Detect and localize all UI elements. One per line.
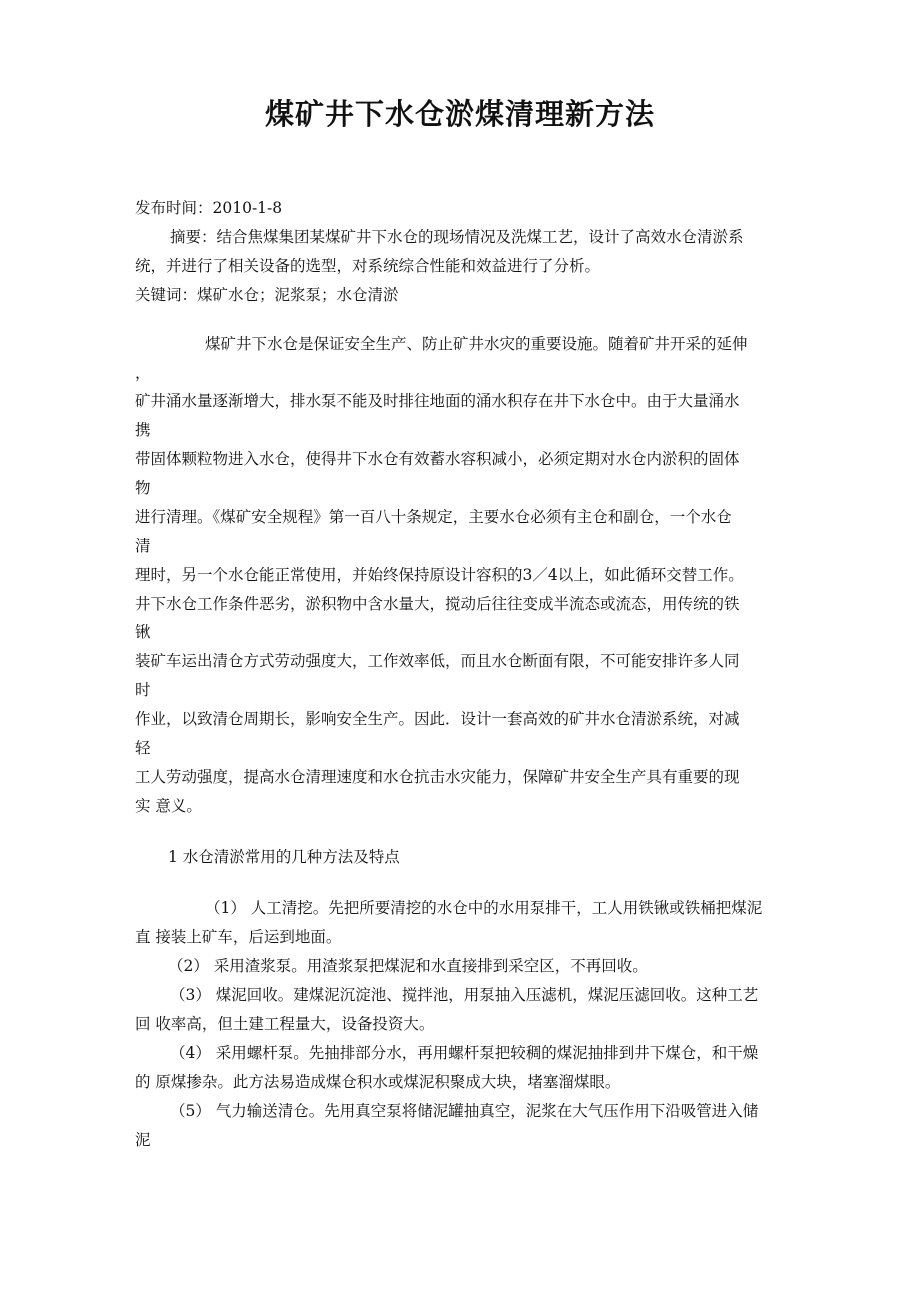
body-line: 工人劳动强度，提高水仓清理速度和水仓抗击水灾能力，保障矿井安全生产具有重要的现 [135, 768, 740, 786]
body-line: 进行清理。《煤矿安全规程》第一百八十条规定，主要水仓必须有主仓和副仓，一个水仓 [135, 508, 732, 526]
body-line: 带固体颗粒物进入水仓，使得井下水仓有效蓄水容积减小，必须定期对水仓内淤积的固体 [135, 450, 740, 468]
body-line: 时 [135, 681, 151, 699]
keywords-line: 关键词：煤矿水仓；泥浆泵；水仓清淤 [135, 286, 399, 304]
body-line: ， [135, 364, 151, 382]
document-title: 煤矿井下水仓淤煤清理新方法 [264, 97, 655, 131]
body-line: 理时，另一个水仓能正常使用，并始终保持原设计容积的3／4以上，如此循环交替工作。 [135, 566, 744, 584]
list-item: 泥 [135, 1131, 151, 1149]
list-item: 的 原煤掺杂。此方法易造成煤仓积水或煤泥积聚成大块，堵塞溜煤眼。 [135, 1073, 621, 1091]
body-line: 物 [135, 479, 151, 497]
section-heading: 1 水仓清淤常用的几种方法及特点 [168, 848, 400, 866]
list-item: （3） 煤泥回收。建煤泥沉淀池、搅拌池，用泵抽入压滤机，煤泥压滤回收。这种工艺 [170, 986, 759, 1004]
abstract-line: 统，并进行了相关设备的选型，对系统综合性能和效益进行了分析。 [135, 257, 601, 275]
body-line: 煤矿井下水仓是保证安全生产、防止矿井水灾的重要设施。随着矿井开采的延伸 [205, 335, 748, 353]
body-line: 轻 [135, 739, 151, 757]
publish-date: 发布时间：2010-1-8 [135, 199, 283, 217]
body-line: 矿井涌水量逐渐增大，排水泵不能及时排往地面的涌水积存在井下水仓中。由于大量涌水 [135, 392, 740, 410]
body-line: 井下水仓工作条件恶劣，淤积物中含水量大，搅动后往往变成半流态或流态，用传统的铁 [135, 595, 740, 613]
body-line: 装矿车运出清仓方式劳动强度大，工作效率低，而且水仓断面有限，不可能安排许多人同 [135, 652, 740, 670]
body-line: 携 [135, 421, 151, 439]
list-item: （2） 采用渣浆泵。用渣浆泵把煤泥和水直接排到采空区，不再回收。 [168, 957, 648, 975]
list-item: （5） 气力输送清仓。先用真空泵将储泥罐抽真空，泥浆在大气压作用下沿吸管进入储 [170, 1102, 759, 1120]
body-line: 作业，以致清仓周期长，影响安全生产。因此．设计一套高效的矿井水仓清淤系统，对减 [135, 710, 740, 728]
body-line: 清 [135, 537, 151, 555]
body-line: 实 意义。 [135, 797, 202, 815]
list-item: （4） 采用螺杆泵。先抽排部分水，再用螺杆泵把较稠的煤泥抽排到井下煤仓，和干燥 [170, 1044, 759, 1062]
body-line: 锹 [135, 623, 151, 641]
list-item: 直 接装上矿车，后运到地面。 [135, 928, 342, 946]
abstract-line: 摘要：结合焦煤集团某煤矿井下水仓的现场情况及洗煤工艺，设计了高效水仓清淤系 [170, 228, 744, 246]
list-item: 回 收率高，但土建工程量大，设备投资大。 [135, 1015, 435, 1033]
list-item: （1） 人工清挖。先把所要清挖的水仓中的水用泵排干，工人用铁锹或铁桶把煤泥 [205, 899, 763, 917]
